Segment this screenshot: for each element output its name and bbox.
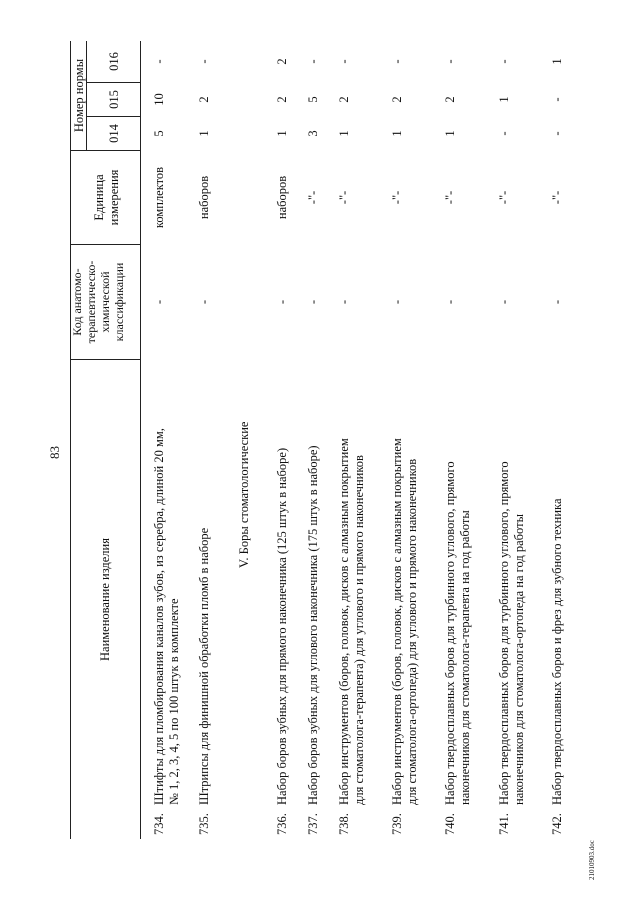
header-col-015: 015 [107, 90, 121, 109]
table-row-number: 735. [197, 813, 211, 835]
table-row-015: 2 [197, 96, 211, 103]
header-name: Наименование изделия [98, 538, 112, 661]
header-norms: Номер нормы [72, 58, 86, 133]
table-row-name: Набор инструментов (боров, головок, дисков с алмазным покрытием для стоматолога-ортопеда) для углового и прямого наконечников [390, 438, 419, 805]
table-row-code: - [337, 299, 351, 305]
table-row-016: - [306, 59, 320, 64]
header-unit: Единица измерения [92, 169, 121, 226]
table-row-number: 739. [390, 813, 404, 835]
header-col-016: 016 [107, 52, 121, 71]
table-row-unit: -"- [497, 190, 511, 205]
table-row-014: 3 [306, 130, 320, 137]
page-number: 83 [47, 446, 62, 459]
header-code: Код анатомо- терапевтическо- химической классификации [70, 260, 126, 344]
table-row-number: 740. [443, 813, 457, 835]
table-row-name: Набор твердосплавных боров для турбинного углового, прямого наконечников для стоматолога-ортопеда на год работы [497, 461, 526, 805]
table-row-name: Набор твердосплавных боров и фрез для зубного техника [550, 498, 564, 805]
table-row-014: 1 [443, 130, 457, 137]
table-row-number: 737. [306, 813, 320, 835]
table-row-016: - [197, 59, 211, 64]
table-row-014: 1 [337, 130, 351, 137]
table-row-code: - [306, 299, 320, 305]
table-row-unit: -"- [443, 190, 457, 205]
table-row-015: 2 [443, 96, 457, 103]
table-row-number: 736. [275, 813, 289, 835]
table-row-number: 738. [337, 813, 351, 835]
table-row-code: - [275, 299, 289, 305]
table-row-name: Штифты для пломбирования каналов зубов, из серебра, длиной 20 мм, № 1, 2, 3, 4, 5 по 100 штук в комплекте [152, 428, 181, 805]
section-heading: V. Боры стоматологические [237, 421, 251, 568]
table-row-016: - [443, 59, 457, 64]
table-row-014: - [550, 131, 564, 136]
table-row-015: 2 [275, 96, 289, 103]
table-row-015: - [550, 97, 564, 102]
table-row-unit: -"- [390, 190, 404, 205]
table-row-number: 742. [550, 813, 564, 835]
table-row-014: 1 [390, 130, 404, 137]
table-row-name: Набор боров зубных для углового наконечника (175 штук в наборе) [306, 445, 320, 805]
table-row-015: 1 [497, 96, 511, 103]
table-row-code: - [197, 299, 211, 305]
table-row-016: - [390, 59, 404, 64]
table-row-unit: -"- [337, 190, 351, 205]
table-row-016: - [497, 59, 511, 64]
table-row-unit: комплектов [152, 166, 166, 229]
table-row-015: 2 [337, 96, 351, 103]
table-row-name: Набор боров зубных для прямого наконечника (125 штук в наборе) [275, 447, 289, 805]
table-row-code: - [152, 299, 166, 305]
table-row-014: 5 [152, 130, 166, 137]
table-row-014: 1 [275, 130, 289, 137]
table-row-016: - [337, 59, 351, 64]
table-row-unit: наборов [197, 175, 211, 220]
table-row-number: 734. [152, 813, 166, 835]
table-row-code: - [443, 299, 457, 305]
header-col-014: 014 [107, 124, 121, 143]
table-row-name: Набор твердосплавных боров для турбинного углового, прямого наконечников для стоматолога-терапевта на год работы [443, 461, 472, 805]
table-row-code: - [550, 299, 564, 305]
table-row-014: 1 [197, 130, 211, 137]
table-row-code: - [390, 299, 404, 305]
table-row-code: - [497, 299, 511, 305]
header-bottom-rule [140, 41, 141, 839]
table-top-rule [70, 41, 71, 839]
table-row-015: 5 [306, 96, 320, 103]
file-footer: 21010903.doc [588, 840, 596, 880]
table-row-016: 1 [550, 58, 564, 65]
table-row-unit: -"- [306, 190, 320, 205]
table-row-unit: -"- [550, 190, 564, 205]
table-row-015: 10 [152, 93, 166, 106]
table-row-016: 2 [275, 58, 289, 65]
table-row-015: 2 [390, 96, 404, 103]
table-row-name: Штрипсы для финишной обработки пломб в наборе [197, 527, 211, 805]
table-row-014: - [497, 131, 511, 136]
table-row-unit: наборов [275, 175, 289, 220]
table-row-name: Набор инструментов (боров, головок, дисков с алмазным покрытием для стоматолога-терапевта) для углового и прямого наконечников [337, 438, 366, 805]
table-row-016: - [152, 59, 166, 64]
table-row-number: 741. [497, 813, 511, 835]
